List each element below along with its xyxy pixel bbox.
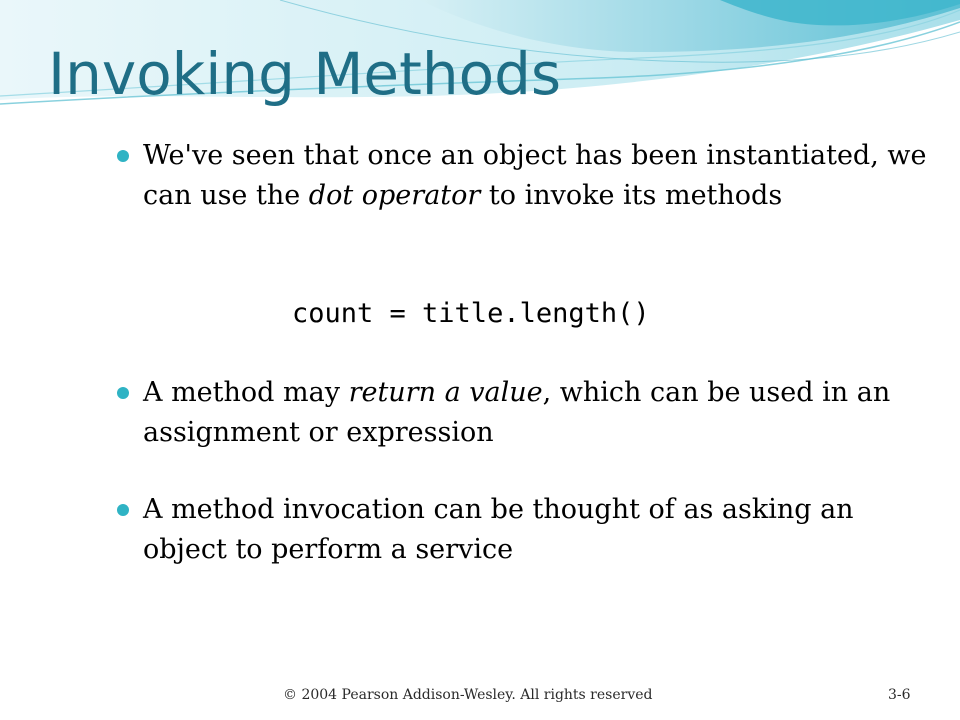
bullet-text-part: , which can be used in an assignment or expression [143, 377, 891, 448]
bullet-text-emphasis: return a value [348, 377, 543, 408]
bullet-text-part: to invoke its methods [480, 180, 783, 211]
bullet-item [143, 373, 933, 453]
bullet-text-emphasis: dot operator [308, 180, 481, 211]
bullet-item [143, 136, 933, 216]
bullet-text [143, 377, 890, 448]
bullet-text-part: A method invocation can be thought of as asking an object to perform a service [143, 494, 854, 565]
bullet-dot-icon [117, 150, 129, 162]
bullet-text-part: A method may [143, 377, 349, 408]
footer-copyright: © 2004 Pearson Addison-Wesley. All rights reserved [283, 687, 653, 703]
bullet-dot-icon [117, 387, 129, 399]
code-example: count = title.length() [292, 298, 650, 329]
bullet-text [143, 494, 854, 565]
slide-title: Invoking Methods [48, 40, 562, 108]
bullet-text [143, 140, 926, 211]
bullet-dot-icon [117, 504, 129, 516]
footer-page-number: 3-6 [888, 687, 911, 703]
bullet-text-part: We've seen that once an object has been instantiated, we can use the [143, 140, 927, 211]
bullet-item [143, 490, 933, 570]
